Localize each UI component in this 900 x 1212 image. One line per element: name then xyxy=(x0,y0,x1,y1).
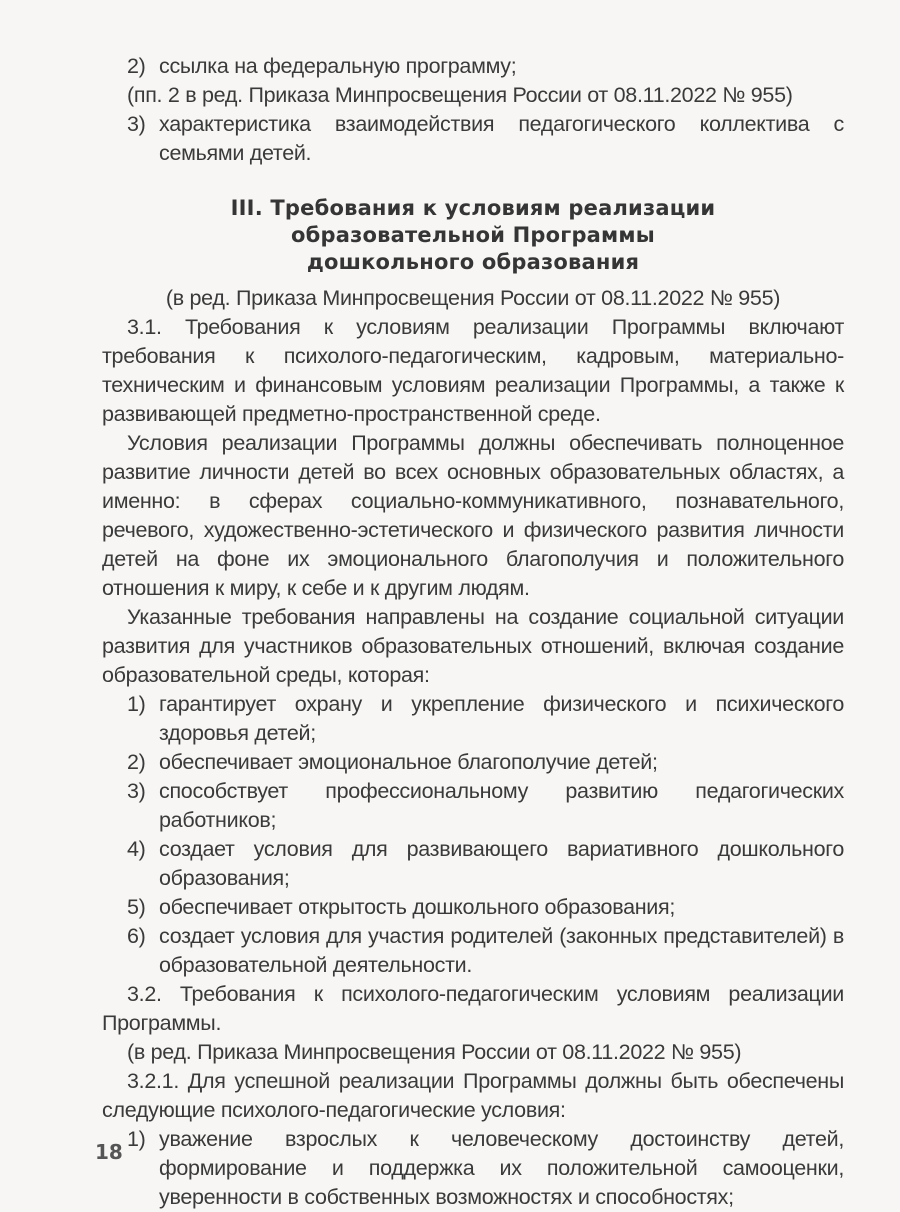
list-text: способствует профессиональному развитию педагогических работников; xyxy=(159,779,844,832)
psych-conditions-list xyxy=(102,1125,844,1212)
list-text: обеспечивает эмоциональное благополучие детей; xyxy=(159,750,658,774)
list-item xyxy=(102,52,844,81)
list-item xyxy=(102,110,844,168)
paragraph-3-1: 3.1. Требования к условиям реализации Программы включают требования к психолого-педагогическим, кадровым, материально-техническим и финансовым условиям реализации Программы, а также к развивающей предметно-пространственной среде. xyxy=(102,315,844,426)
list-item xyxy=(102,777,844,835)
list-number: 1) xyxy=(127,1127,146,1151)
list-item xyxy=(102,835,844,893)
list-text: уважение взрослых к человеческому достоинству детей, формирование и поддержка их положительной самооценки, уверенности в собственных возможностях и способностях; xyxy=(159,1127,844,1209)
paragraph-3-2-1: 3.2.1. Для успешной реализации Программы должны быть обеспечены следующие психолого-педагогические условия: xyxy=(102,1069,844,1122)
list-number: 5) xyxy=(127,895,146,919)
list-text: обеспечивает открытость дошкольного образования; xyxy=(159,895,676,919)
paragraph-conditions: Условия реализации Программы должны обеспечивать полноценное развитие личности детей во всех основных образовательных областях, а именно: в сферах социально-коммуникативного, познавательного, речевого, художественно-эстетического и физического развития личности детей на фоне их эмоционального благополучия и положительного отношения к миру, к себе и к другим людям. xyxy=(102,431,844,600)
paragraph-3-2: 3.2. Требования к психолого-педагогическим условиям реализации Программы. xyxy=(102,982,844,1035)
section-heading-line: образовательной Программы xyxy=(291,223,655,247)
list-number: 1) xyxy=(127,692,146,716)
list-text: гарантирует охрану и укрепление физического и психического здоровья детей; xyxy=(159,692,844,745)
list-item xyxy=(102,1125,844,1212)
list-item xyxy=(102,922,844,980)
list-number: 6) xyxy=(127,924,146,948)
paragraph-requirements: Указанные требования направлены на создание социальной ситуации развития для участников образовательных отношений, включая создание образовательной среды, которая: xyxy=(102,605,844,687)
amendment-note: (в ред. Приказа Минпросвещения России от 08.11.2022 № 955) xyxy=(165,286,781,310)
amendment-note: (пп. 2 в ред. Приказа Минпросвещения России от 08.11.2022 № 955) xyxy=(127,83,793,107)
list-item xyxy=(102,748,844,777)
list-text: создает условия для развивающего вариативного дошкольного образования; xyxy=(159,837,844,890)
list-text: создает условия для участия родителей (законных представителей) в образовательной деятельности. xyxy=(159,924,844,977)
environment-list xyxy=(102,690,844,980)
list-item xyxy=(102,893,844,922)
list-number: 2) xyxy=(127,54,146,78)
section-heading xyxy=(102,195,844,276)
page-number: 18 xyxy=(95,1140,123,1164)
list-text: ссылка на федеральную программу; xyxy=(159,54,517,78)
section-heading-line: III. Требования к условиям реализации xyxy=(230,196,716,220)
list-number: 2) xyxy=(127,750,146,774)
list-number: 4) xyxy=(127,837,146,861)
list-item xyxy=(102,690,844,748)
document-page xyxy=(102,52,844,1212)
amendment-note: (в ред. Приказа Минпросвещения России от 08.11.2022 № 955) xyxy=(127,1040,742,1064)
list-number: 3) xyxy=(127,112,146,136)
list-number: 3) xyxy=(127,779,146,803)
list-text: характеристика взаимодействия педагогического коллектива с семьями детей. xyxy=(159,112,844,165)
section-heading-line: дошкольного образования xyxy=(306,250,640,274)
